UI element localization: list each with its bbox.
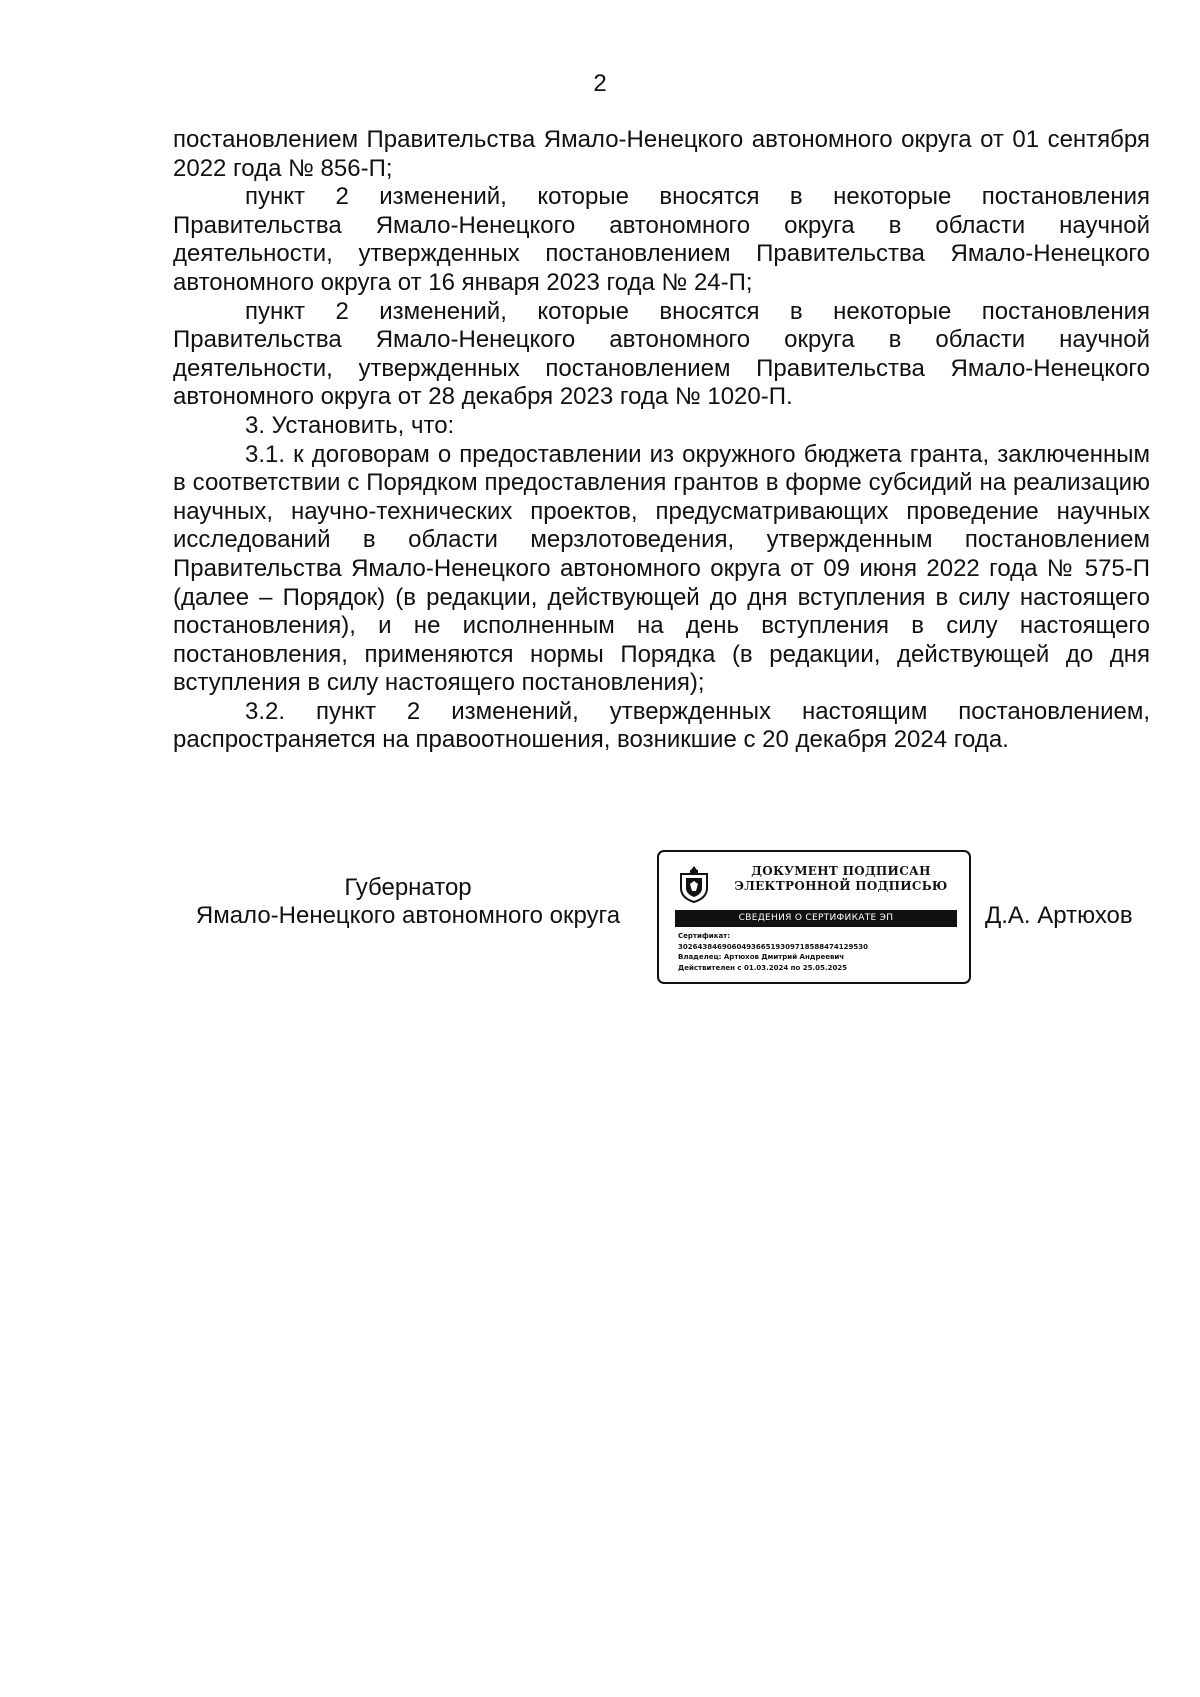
paragraph-item-1020p: пункт 2 изменений, которые вносятся в некоторые постановления Правительства Ямало-Ненецкого автономного округа в области научной деятельности, утвержденных постановлением Правительства Ямало-Ненецкого автономного округа от 28 декабря 2023 года № 1020-П. [173,297,1150,411]
certificate-number: 302643846906049366519309718588474129530 [678,942,868,951]
stamp-certificate-bar: СВЕДЕНИЯ О СЕРТИФИКАТЕ ЭП [675,910,957,927]
paragraph-section-3-2: 3.2. пункт 2 изменений, утвержденных настоящим постановлением, распространяется на правоотношения, возникшие с 20 декабря 2024 года. [173,697,1150,754]
signatory-position-line2: Ямало-Ненецкого автономного округа [195,902,621,929]
coat-of-arms-icon [677,864,711,904]
stamp-certificate-info [678,931,963,973]
signatory-position-line1: Губернатор [344,874,472,901]
electronic-signature-stamp [657,850,971,984]
paragraph-continuation: постановлением Правительства Ямало-Ненецкого автономного округа от 01 сентября 2022 года № 856-П; [173,126,1150,182]
paragraph-section-3-1: 3.1. к договорам о предоставлении из окружного бюджета гранта, заключенным в соответствии с Порядком предоставления грантов в форме субсидий на реализацию научных, научно-технических проектов, предусматривающих проведение научных исследований в области мерзлотоведения, утвержденным постановлением Правительства Ямало-Ненецкого автономного округа от 09 июня 2022 года № 575-П (далее – Порядок) (в редакции, действующей до дня вступления в силу настоящего постановления), и не исполненным на день вступления в силу настоящего постановления, применяются нормы Порядка (в редакции, действующей до дня вступления в силу настоящего постановления); [173,440,1150,697]
page-number: 2 [593,70,607,97]
document-body [173,126,1150,755]
certificate-validity: Действителен с 01.03.2024 по 25.05.2025 [678,963,848,972]
paragraph-item-24p: пункт 2 изменений, которые вносятся в некоторые постановления Правительства Ямало-Ненецкого автономного округа в области научной деятельности, утвержденных постановлением Правительства Ямало-Ненецкого автономного округа от 16 января 2023 года № 24-П; [173,183,1150,296]
stamp-title [721,864,961,894]
stamp-title-line1: ДОКУМЕНТ ПОДПИСАН [751,864,931,878]
paragraph-section-3: 3. Установить, что: [245,411,455,439]
certificate-owner: Владелец: Артюхов Дмитрий Андреевич [678,953,845,961]
signatory-name: Д.А. Артюхов [985,902,1133,929]
signatory-position [173,874,643,930]
certificate-label: Сертификат: [678,932,731,940]
stamp-title-line2: ЭЛЕКТРОННОЙ ПОДПИСЬЮ [734,879,948,893]
